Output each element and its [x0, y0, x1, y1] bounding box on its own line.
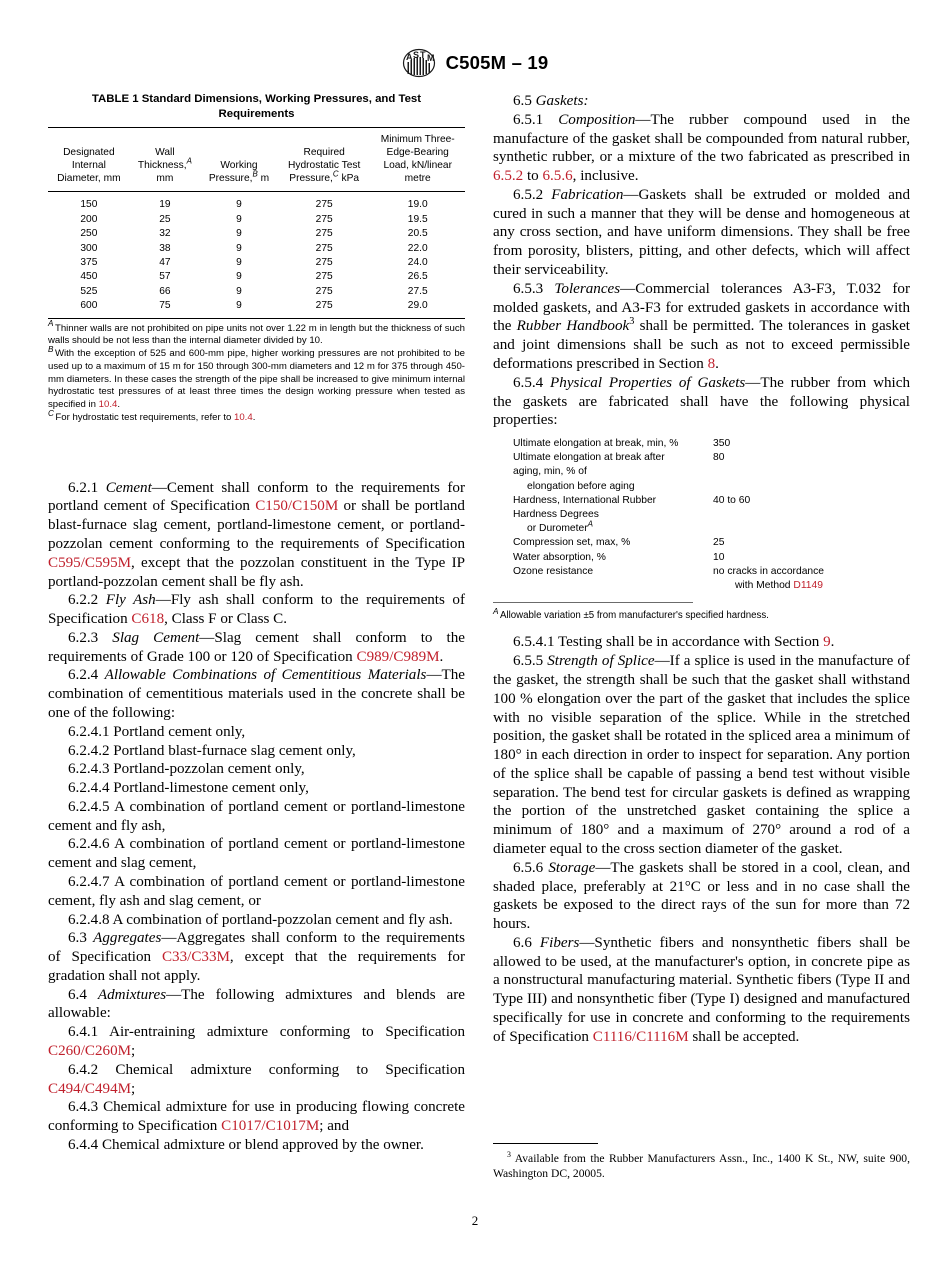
table1-caption: TABLE 1 Standard Dimensions, Working Pressures, and Test Requirements — [91, 93, 422, 121]
property-value: 350 — [713, 438, 731, 450]
table1-col-designated-internal-diameter: Designated Internal Diameter, mm — [48, 128, 130, 192]
property-value: 10 — [713, 551, 725, 563]
page-number: 2 — [471, 1213, 479, 1228]
para-6-2-2: 6.2.2 Fly Ash—Fly ash shall conform to the requirements of Specification C618, Class F or Class C. — [48, 592, 465, 628]
table1-col-wall-thickness: Wall Thickness,$^A$ mm — [130, 128, 200, 192]
para-6-2-4-5: 6.2.4.5 A combination of portland cement or portland-limestone cement and fly ash, — [48, 798, 465, 834]
cell-working-pressure: 9 — [236, 300, 242, 312]
table1-header-row — [48, 128, 465, 192]
property-row — [513, 465, 888, 479]
table-row — [48, 227, 465, 241]
property-value: 40 to 60 — [713, 494, 751, 506]
spec-reference-link[interactable]: C618 — [131, 611, 165, 628]
table-row — [48, 284, 465, 298]
footnote-marker-c: C — [332, 169, 339, 179]
para-6-2-4-4: 6.2.4.4 Portland-limestone cement only, — [68, 780, 309, 797]
right-column-body — [493, 92, 910, 430]
term-fly-ash: Fly Ash — [105, 592, 156, 609]
para-6-5-2: 6.5.2 Fabrication—Gaskets shall be extruded or molded and cured in such a manner that they will be dense and homogeneous at any cross section, and have uniform dimensions. They shall be free from porosity, blisters, pitting, and other defects, which will affect their serviceability. — [493, 186, 910, 279]
page-header — [0, 48, 950, 78]
property-value — [713, 508, 888, 522]
property-row — [513, 480, 888, 494]
property-row — [513, 565, 888, 579]
footnote-marker-3: 3 — [629, 316, 635, 328]
table-row — [48, 241, 465, 255]
para-6-2-4: 6.2.4 Allowable Combinations of Cementitious Materials—The combination of cementitious materials used in the concrete shall be one of the following: — [48, 667, 465, 721]
svg-text:S: S — [412, 50, 419, 60]
para-6-4-1: 6.4.1 Air-entraining admixture conforming to Specification C260/C260M; — [48, 1024, 465, 1060]
cell-working-pressure: 9 — [236, 271, 242, 283]
rubber-handbook-title: Rubber Handbook — [516, 318, 630, 335]
property-label: elongation before aging — [527, 480, 635, 492]
table1-standard-dimensions — [48, 127, 465, 319]
property-label: Ultimate elongation at break after — [513, 452, 665, 464]
property-label — [513, 579, 713, 593]
property-label: Compression set, max, % — [513, 537, 631, 549]
footnote-mark: A — [493, 607, 499, 617]
cell-diameter: 600 — [80, 300, 98, 312]
cell-working-pressure: 9 — [236, 199, 242, 211]
para-6-4-4: 6.4.4 Chemical admixture or blend approved by the owner. — [68, 1136, 424, 1153]
svg-text:T: T — [419, 50, 426, 60]
term-slag-cement: Slag Cement — [112, 629, 200, 646]
spec-reference-link[interactable]: C494/C494M — [48, 1080, 132, 1097]
property-table-footnote: $^A$ Allowable variation ±5 from manufacturer's specified hardness. — [493, 607, 769, 622]
footnote-mark: B — [48, 344, 54, 354]
spec-reference-link[interactable]: C33/C33M — [161, 949, 230, 966]
astm-logo-icon — [402, 48, 436, 78]
table-row — [48, 192, 465, 212]
left-column — [48, 92, 465, 1155]
term-gaskets: Gaskets: — [535, 93, 589, 109]
para-6-2-3: 6.2.3 Slag Cement—Slag cement shall conform to the requirements of Grade 100 or 120 of Specification C989/C989M. — [48, 629, 465, 665]
table-row — [48, 270, 465, 284]
page-footnote-3: $^3$ Available from the Rubber Manufacturers Assn., Inc., 1400 K St., NW, suite 900, Washington DC, 20005. — [493, 1143, 910, 1181]
column-spacer — [48, 425, 465, 479]
property-label: aging, min, % of — [513, 466, 587, 478]
cell-bearing-load: 19.5 — [407, 213, 428, 225]
cell-wall-thickness: 38 — [159, 242, 171, 254]
cell-working-pressure: 9 — [236, 213, 242, 225]
property-label: Hardness, International Rubber — [513, 494, 657, 506]
cell-hydrostatic-pressure: 275 — [315, 285, 333, 297]
cross-reference-link[interactable]: 10.4 — [98, 399, 118, 411]
table-row — [48, 299, 465, 318]
spec-reference-link[interactable]: C150/C150M — [255, 498, 339, 515]
cross-reference-link[interactable]: 8 — [707, 355, 716, 372]
cell-diameter: 450 — [80, 271, 98, 283]
para-6-2-4-8: 6.2.4.8 A combination of portland-pozzolan cement and fly ash. — [68, 911, 453, 928]
para-6-2-4-7: 6.2.4.7 A combination of portland cement or portland-limestone cement, fly ash and slag cement, or — [48, 874, 465, 909]
property-row — [513, 437, 888, 451]
svg-text:A: A — [405, 52, 413, 62]
para-6-2-4-2: 6.2.4.2 Portland blast-furnace slag cement only, — [68, 742, 356, 759]
cross-reference-link[interactable]: 6.5.6 — [542, 168, 573, 185]
table1-footnote-a: $^A$ Thinner walls are not prohibited on pipe units not over 1.22 m in length but the thickness of such walls should be not less than the internal diameter divided by 10. — [48, 319, 465, 347]
cross-reference-link[interactable]: 10.4 — [234, 411, 253, 423]
footnote-marker-a: A — [186, 156, 192, 166]
property-value — [713, 465, 888, 479]
table1-footnotes — [48, 319, 465, 425]
gasket-physical-properties-list — [513, 437, 888, 593]
left-column-body — [48, 479, 465, 1155]
footnote-divider-rule — [493, 602, 693, 603]
cell-bearing-load: 24.0 — [407, 257, 428, 269]
para-6-5-3: 6.5.3 Tolerances—Commercial tolerances A3-F3, T.032 for molded gaskets, and A3-F3 for extruded gaskets in accordance with the Rubber Handbook$^3$ shall be permitted. The tolerances in gasket and joint dimensions shall be such as not to exceed permissible deformations prescribed in Section 8. — [493, 280, 911, 372]
term-storage: Storage — [548, 859, 596, 876]
property-value: no cracks in accordance — [713, 565, 825, 577]
property-row — [513, 579, 888, 593]
term-physical-properties: Physical Properties of Gaskets — [550, 374, 746, 391]
cell-diameter: 375 — [80, 257, 98, 269]
para-6-2-4-6: 6.2.4.6 A combination of portland cement or portland-limestone cement and slag cement, — [48, 836, 465, 872]
property-row — [513, 519, 888, 536]
property-value: 80 — [713, 452, 725, 464]
para-6-4-2: 6.4.2 Chemical admixture conforming to Specification C494/C494M; — [48, 1061, 465, 1097]
term-fibers: Fibers — [539, 934, 580, 951]
property-label: Water absorption, % — [513, 551, 606, 563]
spec-reference-link[interactable]: C595/C595M — [48, 554, 132, 571]
cell-hydrostatic-pressure: 275 — [315, 300, 333, 312]
property-row — [513, 451, 888, 465]
method-reference-link[interactable]: D1149 — [793, 580, 823, 592]
cell-bearing-load: 22.0 — [407, 242, 428, 254]
footnote-marker-3: 3 — [507, 1150, 511, 1160]
right-column-body-continued — [493, 633, 910, 1046]
cell-hydrostatic-pressure: 275 — [315, 257, 333, 269]
property-value: with Method D1149 — [735, 580, 823, 592]
cross-reference-link[interactable]: 6.5.2 — [493, 168, 524, 185]
para-6-2-4-3: 6.2.4.3 Portland-pozzolan cement only, — [68, 761, 305, 778]
cell-bearing-load: 26.5 — [407, 271, 428, 283]
cell-diameter: 250 — [80, 228, 98, 240]
footnote-marker-a: A — [587, 519, 594, 529]
table-row — [48, 255, 465, 269]
cell-working-pressure: 9 — [236, 228, 242, 240]
cross-reference-link[interactable]: 9 — [823, 634, 831, 651]
table1-col-minimum-three-edge-bearing-load: Minimum Three- Edge-Bearing Load, kN/linear metre — [370, 128, 465, 192]
para-6-5: 6.5 Gaskets: — [513, 93, 589, 109]
spec-reference-link[interactable]: C989/C989M — [356, 648, 440, 665]
right-column — [493, 92, 910, 1155]
footnote-divider-rule — [493, 1143, 598, 1144]
para-6-5-6: 6.5.6 Storage—The gaskets shall be stored in a cool, clean, and shaded place, preferably at 21°C or less and in no case shall the gaskets be exposed to the direct rays of the sun for more than 72 hours. — [493, 859, 911, 933]
cell-hydrostatic-pressure: 275 — [315, 199, 333, 211]
cell-hydrostatic-pressure: 275 — [315, 228, 333, 240]
table1-col-working-pressure: Working Pressure,$^B$ m — [200, 128, 278, 192]
cell-diameter: 200 — [80, 213, 98, 225]
spec-reference-link[interactable]: C260/C260M — [48, 1043, 132, 1060]
footnote-mark: C — [48, 408, 54, 418]
para-6-4-3: 6.4.3 Chemical admixture for use in producing flowing concrete conforming to Specification C1017/C1017M; and — [48, 1099, 465, 1135]
property-row — [513, 508, 888, 522]
para-6-5-5: 6.5.5 Strength of Splice—If a splice is used in the manufacture of the gasket, the strength shall be such that the gasket shall withstand 100 % elongation over the part of the gasket that includes the splice with no visible separation of the splice. While in the stretched position, the gasket shall be rotated in the spliced area a minimum of 180° in each direction in order to inspect for separation. Any portion of the splice shall be capable of passing a bend test without visible separation. The bend test for circular gaskets is defined as wrapping the portion of the unstretched gasket containing the splice a minimum of 180° and a maximum of 270° around a rod of a diameter equal to the cross section diameter of the gasket. — [493, 653, 910, 857]
cell-wall-thickness: 75 — [159, 300, 171, 312]
spec-reference-link[interactable]: C1116/C1116M — [592, 1028, 689, 1045]
cell-wall-thickness: 47 — [159, 257, 171, 269]
term-admixtures: Admixtures — [97, 986, 167, 1003]
property-row — [513, 494, 888, 508]
term-allowable-combinations: Allowable Combinations of Cementitious Materials — [104, 667, 427, 684]
cell-hydrostatic-pressure: 275 — [315, 242, 333, 254]
cell-hydrostatic-pressure: 275 — [315, 271, 333, 283]
term-cement: Cement — [105, 479, 152, 496]
property-label: Hardness Degrees — [513, 509, 599, 521]
cell-wall-thickness: 57 — [159, 271, 171, 283]
property-row — [513, 536, 888, 550]
table-row — [48, 212, 465, 226]
cell-bearing-load: 29.0 — [407, 300, 428, 312]
para-6-2-1: 6.2.1 Cement—Cement shall conform to the requirements for portland cement of Specification C150/C150M or shall be portland blast-furnace slag cement, portland-limestone cement, or portland-pozzolan cement conforming to the requirements of Specification C595/C595M, except that the pozzolan constituent in the Type IP portland-pozzolan cement shall be fly ash. — [48, 479, 465, 590]
cell-working-pressure: 9 — [236, 285, 242, 297]
property-value — [713, 480, 888, 494]
cell-hydrostatic-pressure: 275 — [315, 213, 333, 225]
footnote-marker-b: B — [252, 169, 258, 179]
para-6-3: 6.3 Aggregates—Aggregates shall conform to the requirements of Specification C33/C33M, except that the requirements for gradation shall not apply. — [48, 930, 465, 984]
term-fabrication: Fabrication — [551, 186, 624, 203]
para-6-2-4-1: 6.2.4.1 Portland cement only, — [68, 723, 246, 740]
document-designation: C505M – 19 — [445, 52, 549, 73]
spec-reference-link[interactable]: C1017/C1017M — [221, 1118, 320, 1135]
cell-wall-thickness: 25 — [159, 213, 171, 225]
para-6-4: 6.4 Admixtures—The following admixtures and blends are allowable: — [48, 986, 465, 1022]
svg-text:M: M — [426, 53, 435, 63]
para-6-5-1: 6.5.1 Composition—The rubber compound used in the manufacture of the gasket shall be compounded from natural rubber, synthetic rubber, or a mixture of the two fabricated as prescribed in 6.5.2 to 6.5.6, inclusive. — [493, 111, 911, 185]
term-aggregates: Aggregates — [93, 930, 162, 947]
table1-col-required-hydrostatic-test-pressure: Required Hydrostatic Test Pressure,$^C$ kPa — [278, 128, 370, 192]
cell-diameter: 525 — [80, 285, 98, 297]
property-label: or Durometer$^A$ — [527, 519, 594, 535]
cell-diameter: 150 — [80, 199, 98, 211]
cell-working-pressure: 9 — [236, 257, 242, 269]
cell-diameter: 300 — [80, 242, 98, 254]
para-6-5-4-1: 6.5.4.1 Testing shall be in accordance with Section 9. — [513, 634, 835, 651]
two-column-layout — [48, 92, 910, 1155]
para-6-6: 6.6 Fibers—Synthetic fibers and nonsynthetic fibers shall be allowed to be used, at the manufacturer's option, in concrete pipe as a nonstructural manufacturing material. Synthetic fibers (Type II and Type III) and nonsynthetic fiber (Type I) designed and manufactured specifically for use in concrete and conforming to the requirements of Specification C1116/C1116M shall be accepted. — [493, 934, 910, 1045]
property-label: Ultimate elongation at break, min, % — [513, 438, 679, 450]
table1-body — [48, 192, 465, 318]
cell-wall-thickness: 32 — [159, 228, 171, 240]
cell-wall-thickness: 66 — [159, 285, 171, 297]
cell-bearing-load: 19.0 — [407, 199, 428, 211]
cell-wall-thickness: 19 — [159, 199, 171, 211]
table1-footnote-c: $^C$ For hydrostatic test requirements, refer to 10.4. — [48, 408, 256, 423]
property-label: Ozone resistance — [513, 565, 594, 577]
term-composition: Composition — [558, 111, 636, 128]
term-tolerances: Tolerances — [554, 280, 621, 297]
term-strength-of-splice: Strength of Splice — [547, 653, 655, 670]
property-row — [513, 551, 888, 565]
cell-bearing-load: 27.5 — [407, 285, 428, 297]
property-value: 25 — [713, 537, 725, 549]
para-6-5-4: 6.5.4 Physical Properties of Gaskets—The rubber from which the gaskets are fabricated shall have the following physical properties: — [493, 374, 910, 429]
table1-footnote-b: $^B$ With the exception of 525 and 600-mm pipe, higher working pressures are not prohibited to be used up to a maximum of 15 m for 150 through 300-mm diameters and 12 m for 375 through 450-mm diameters. In these cases the strength of the pipe shall be increased to give minimum internal hydrostatic test pressures of at least three times the design working pressure when tested as specified in 10.4. — [48, 344, 465, 411]
cell-bearing-load: 20.5 — [407, 228, 428, 240]
cell-working-pressure: 9 — [236, 242, 242, 254]
property-value — [713, 522, 888, 536]
footnote-mark: A — [48, 319, 54, 329]
